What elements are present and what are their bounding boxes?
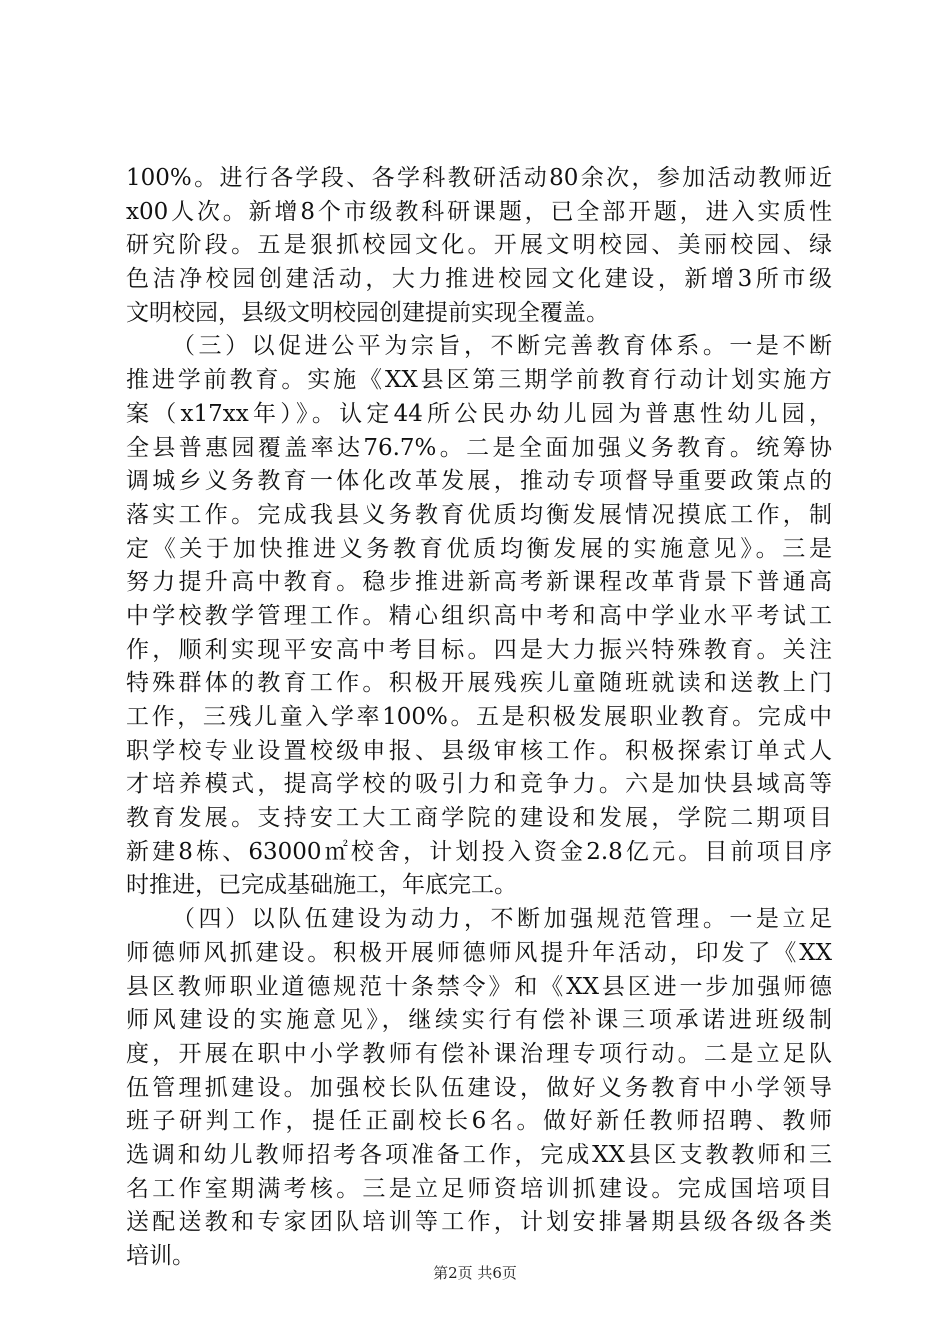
text-line: 中学校教学管理工作。精心组织高中考和高中学业水平考试工 [126, 602, 832, 629]
text-line: 送配送教和专家团队培训等工作，计划安排暑期县级各级各类 [126, 1209, 832, 1236]
text-line: 落实工作。完成我县义务教育优质均衡发展情况摸底工作，制 [126, 501, 832, 528]
text-line: 师德师风抓建设。积极开展师德师风提升年活动，印发了《XX [126, 939, 832, 966]
text-line: 作，顺利实现平安高中考目标。四是大力振兴特殊教育。关注 [126, 636, 832, 663]
text-line: 师风建设的实施意见》，继续实行有偿补课三项承诺进班级制 [126, 1007, 832, 1034]
text-line: 全县普惠园覆盖率达76.7%。二是全面加强义务教育。统筹协 [126, 434, 832, 461]
text-line: 名工作室期满考核。三是立足师资培训抓建设。完成国培项目 [126, 1175, 832, 1202]
text-line: 新建8栋、63000㎡校舍，计划投入资金2.8亿元。目前项目序 [126, 838, 832, 865]
text-line: （三）以促进公平为宗旨，不断完善教育体系。一是不断 [172, 333, 832, 360]
text-line: 才培养模式，提高学校的吸引力和竞争力。六是加快县域高等 [126, 771, 832, 798]
text-line: 研究阶段。五是狠抓校园文化。开展文明校园、美丽校园、绿 [126, 232, 832, 259]
text-line: 伍管理抓建设。加强校长队伍建设，做好义务教育中小学领导 [126, 1074, 832, 1101]
text-line: 工作，三残儿童入学率100%。五是积极发展职业教育。完成中 [126, 704, 832, 730]
text-line: x00人次。新增8个市级教科研课题，已全部开题，进入实质性 [126, 198, 832, 225]
text-line: 努力提升高中教育。稳步推进新高考新课程改革背景下普通高 [126, 569, 832, 596]
text-line: 选调和幼儿教师招考各项准备工作，完成XX县区支教教师和三 [126, 1141, 832, 1168]
document-body [126, 162, 832, 1274]
text-line: 培训。 [126, 1243, 195, 1269]
text-line: 调城乡义务教育一体化改革发展，推动专项督导重要政策点的 [126, 468, 832, 495]
text-line: 职学校专业设置校级申报、县级审核工作。积极探索订单式人 [126, 737, 832, 764]
text-line: 度，开展在职中小学教师有偿补课治理专项行动。二是立足队 [126, 1040, 832, 1067]
text-line: 班子研判工作，提任正副校长6名。做好新任教师招聘、教师 [126, 1108, 832, 1135]
page-footer: 第2页 共6页 [433, 1264, 517, 1282]
text-line: 文明校园，县级文明校园创建提前实现全覆盖。 [126, 299, 609, 326]
text-line: 教育发展。支持安工大工商学院的建设和发展，学院二期项目 [126, 805, 832, 832]
text-line: （四）以队伍建设为动力，不断加强规范管理。一是立足 [172, 906, 832, 933]
text-line: 特殊群体的教育工作。积极开展残疾儿童随班就读和送教上门 [126, 670, 832, 697]
text-line: 100%。进行各学段、各学科教研活动80余次，参加活动教师近 [126, 165, 832, 191]
text-line: 案（x17xx年）》。认定44所公民办幼儿园为普惠性幼儿园， [126, 400, 832, 427]
text-line: 色洁净校园创建活动，大力推进校园文化建设，新增3所市级 [126, 266, 832, 293]
text-line: 时推进，已完成基础施工，年底完工。 [126, 872, 517, 899]
text-line: 定《关于加快推进义务教育优质均衡发展的实施意见》。三是 [126, 535, 832, 562]
text-line: 推进学前教育。实施《XX县区第三期学前教育行动计划实施方 [126, 367, 832, 394]
text-line: 县区教师职业道德规范十条禁令》和《XX县区进一步加强师德 [126, 973, 832, 1000]
